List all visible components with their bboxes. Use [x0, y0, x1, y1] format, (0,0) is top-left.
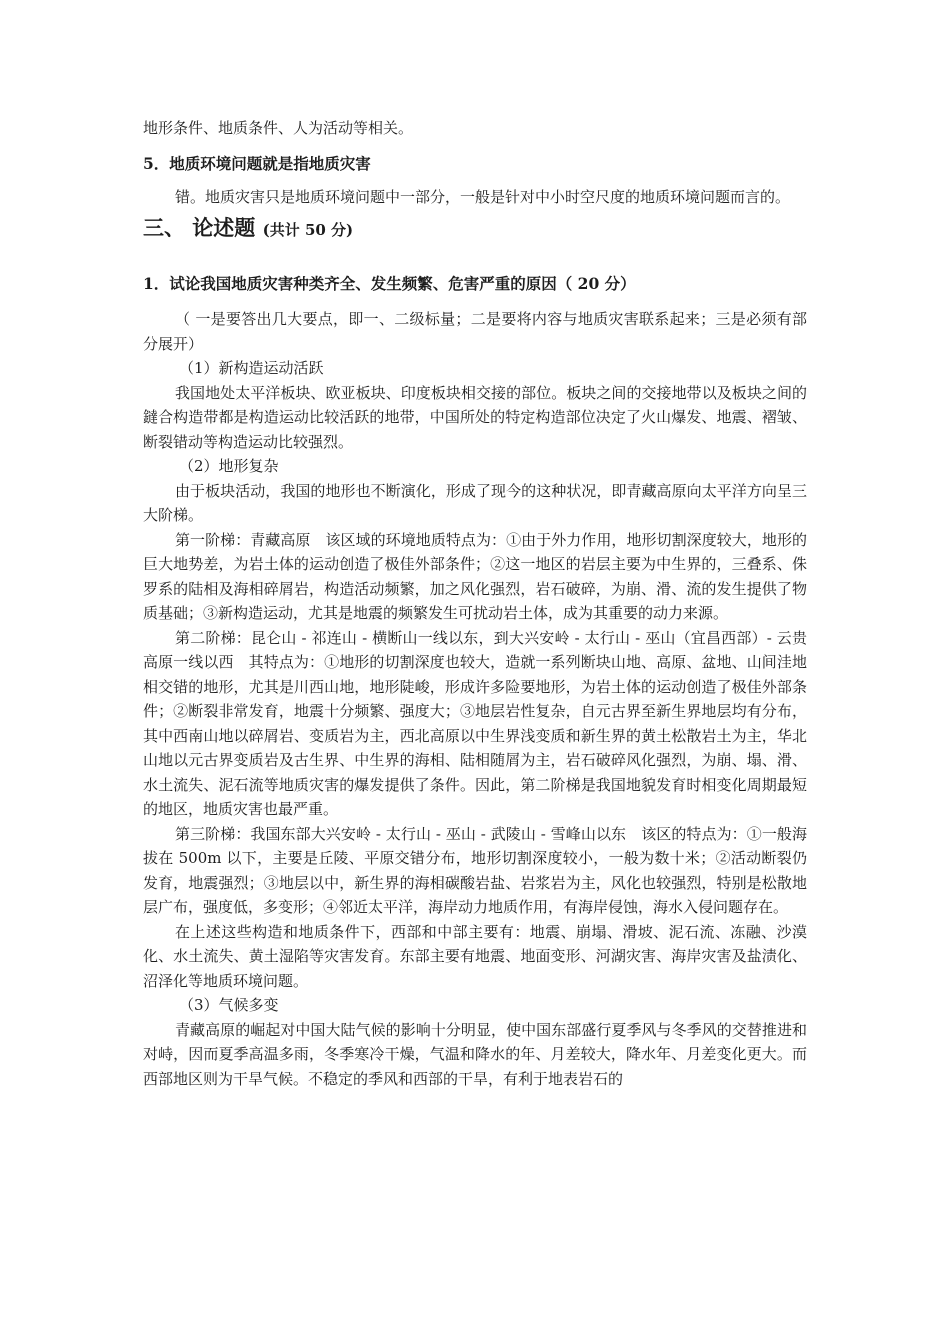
subheading-3: （3）气候多变 — [179, 996, 279, 1014]
paragraph-summary: 在上述这些构造和地质条件下，西部和中部主要有：地震、崩塌、滑坡、泥石流、冻融、沙漠化、水土流失、黄土湿陷等灾害发育。东部主要有地震、地面变形、河湖灾害、海岸灾害及盐渍化、沼泽化等地质环境问题。 — [143, 922, 807, 990]
subheading-1: （1）新构造运动活跃 — [179, 359, 324, 377]
document-page — [143, 116, 807, 1091]
section-3-heading — [143, 211, 807, 247]
paragraph-continuation: 地形条件、地质条件、人为活动等相关。 — [143, 119, 414, 137]
paragraph-second-step: 第二阶梯：昆仑山 - 祁连山 - 横断山一线以东，到大兴安岭 - 太行山 - 巫山（宜昌西部）- 云贵高原一线以西 其特点为：①地形的切割深度也较大，造就一系列断块山地、高原、盆地、山间洼地相交错的地形，尤其是川西山地，地形陡峻，形成许多险要地形，为岩土体的运动创造了极佳外部条件；②断裂非常发育，地震十分频繁、强度大；③地层岩性复杂，自元古界至新生界地层均有分布，其中西南山地以碎屑岩、变质岩为主，西北高原以中生界浅变质和新生界的黄土松散岩土为主，华北山地以元古界变质岩及古生界、中生界的海相、陆相随屑为主，岩石破碎风化强烈，为崩、塌、滑、水土流失、泥石流等地质灾害的爆发提供了条件。因此，第二阶梯是我国地貌发育时相变化周期最短的地区，地质灾害也最严重。 — [143, 628, 807, 818]
paragraph-climate: 青藏高原的崛起对中国大陆气候的影响十分明显，使中国东部盛行夏季风与冬季风的交替推进和对峙，因而夏季高温多雨，冬季寒冷干燥，气温和降水的年、月差较大，降水年、月差变化更大。而西部地区则为干旱气候。不稳定的季风和西部的干旱，有利于地表岩石的 — [143, 1020, 807, 1088]
paragraph-terrain: 由于板块活动，我国的地形也不断演化，形成了现今的这种状况，即青藏高原向太平洋方向呈三大阶梯。 — [143, 481, 807, 524]
paragraph-third-step: 第三阶梯：我国东部大兴安岭 - 太行山 - 巫山 - 武陵山 - 雪峰山以东 该区的特点为：①一般海拔在 500m 以下，主要是丘陵、平原交错分布，地形切割深度较小，一般为数十米；②活动断裂仍发育，地震强烈；③地层以中，新生界的海相碳酸岩盐、岩浆岩为主，风化也较强烈，特别是松散地层广布，强度低，多变形；④邻近太平洋，海岸动力地质作用，有海岸侵蚀，海水入侵问题存在。 — [143, 824, 807, 916]
section-3-title: 三、 论述题 — [143, 215, 256, 240]
paragraph-tectonics: 我国地处太平洋板块、欧亚板块、印度板块相交接的部位。板块之间的交接地带以及板块之间的鐽合构造带都是构造运动比较活跃的地带，中国所处的特定构造部位决定了火山爆发、地震、褶皱、断裂错动等构造运动比较强烈。 — [143, 383, 807, 451]
item-5-heading: 5．地质环境问题就是指地质灾害 — [143, 153, 371, 173]
item-5-answer: 错。地质灾害只是地质环境问题中一部分，一般是针对中小时空尺度的地质环境问题而言的。 — [175, 187, 791, 206]
section-3-note: (共计 50 分) — [262, 221, 354, 239]
subheading-2: （2）地形复杂 — [179, 457, 279, 475]
question-1-heading: 1．试论我国地质灾害种类齐全、发生频繁、危害严重的原因（ 20 分） — [143, 274, 636, 293]
answer-guidance: （ 一是要答出几大要点，即一、二级标量；二是要将内容与地质灾害联系起来；三是必须有部分展开） — [143, 310, 807, 353]
paragraph-first-step: 第一阶梯：青藏高原 该区域的环境地质特点为：①由于外力作用，地形切割深度较大，地形的巨大地势差，为岩土体的运动创造了极佳外部条件；②这一地区的岩层主要为中生界的，三叠系、侏罗系的陆相及海相碎屑岩，构造活动频繁，加之风化强烈，岩石破碎，为崩、滑、流的发生提供了物质基础；③新构造运动，尤其是地震的频繁发生可扰动岩土体，成为其重要的动力来源。 — [143, 530, 807, 622]
